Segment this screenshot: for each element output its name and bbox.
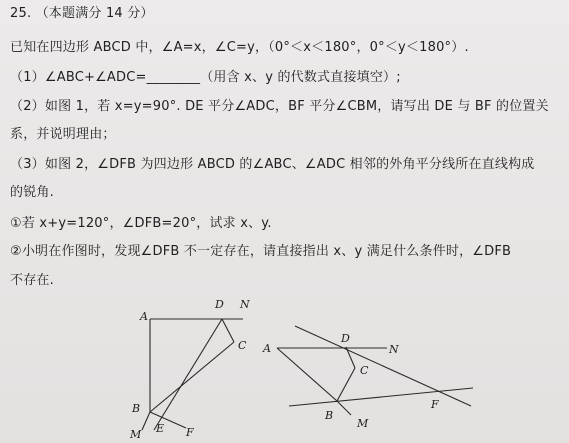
figure-2-line-DC [346,347,355,368]
figure-1-label-F: F [186,426,194,439]
figure-2-label-D: D [341,332,350,345]
figure-2-label-F: F [431,398,439,411]
figure-1-label-N: N [240,298,250,311]
figure-2-label-C: C [360,364,369,377]
figure-2-label-A: A [263,342,271,355]
figure-1-line-DE [154,319,222,430]
question-3-part-2-line-1: ②小明在作图时，发现∠DFB 不一定存在，请直接指出 x、y 满足什么条件时，∠DFB [10,244,512,259]
figure-2-line-BM [337,401,351,415]
figure-1-label-E: E [156,422,165,435]
question-2-line-1: （2）如图 1，若 x=y=90°. DE 平分∠ADC，BF 平分∠CBM，请写出 DE 与 BF 的位置关 [10,99,549,114]
figure-1-line-DC [222,319,234,342]
figure-1-line-CB [150,342,234,412]
figure-2-label-N: N [389,343,399,356]
figure-1-label-M: M [130,428,142,441]
figure-2-line-AB [277,348,337,401]
question-2-line-2: 系，并说明理由； [10,127,116,142]
figure-2-line-BF [289,388,473,406]
figure-2 [255,315,485,440]
figure-1 [120,290,270,443]
question-1: （1）∠ABC+∠ADC=________（用含 x、y 的代数式直接填空）; [10,70,401,85]
figure-1-label-B: B [132,402,141,415]
figure-1-label-D: D [215,298,224,311]
question-3-line-2: 的锐角. [10,185,54,200]
question-3-part-2-line-2: 不存在. [10,273,54,288]
figure-1-label-A: A [140,310,148,323]
question-3-line-1: （3）如图 2，∠DFB 为四边形 ABCD 的∠ABC、∠ADC 相邻的外角平分线所在直线构成 [10,157,535,172]
question-3-part-1: ①若 x+y=120°，∠DFB=20°，试求 x、y. [10,216,272,231]
figure-2-line-DF [295,326,471,406]
figure-2-label-M: M [357,417,369,430]
problem-statement: 已知在四边形 ABCD 中，∠A=x，∠C=y，（0°＜x＜180°，0°＜y＜180°）. [10,40,469,55]
figure-1-label-C: C [238,339,247,352]
figure-1-line-BM [142,412,150,430]
figure-2-line-CB [337,368,355,401]
problem-header: 25. （本题满分 14 分） [10,6,154,21]
figure-2-label-B: B [325,409,334,422]
